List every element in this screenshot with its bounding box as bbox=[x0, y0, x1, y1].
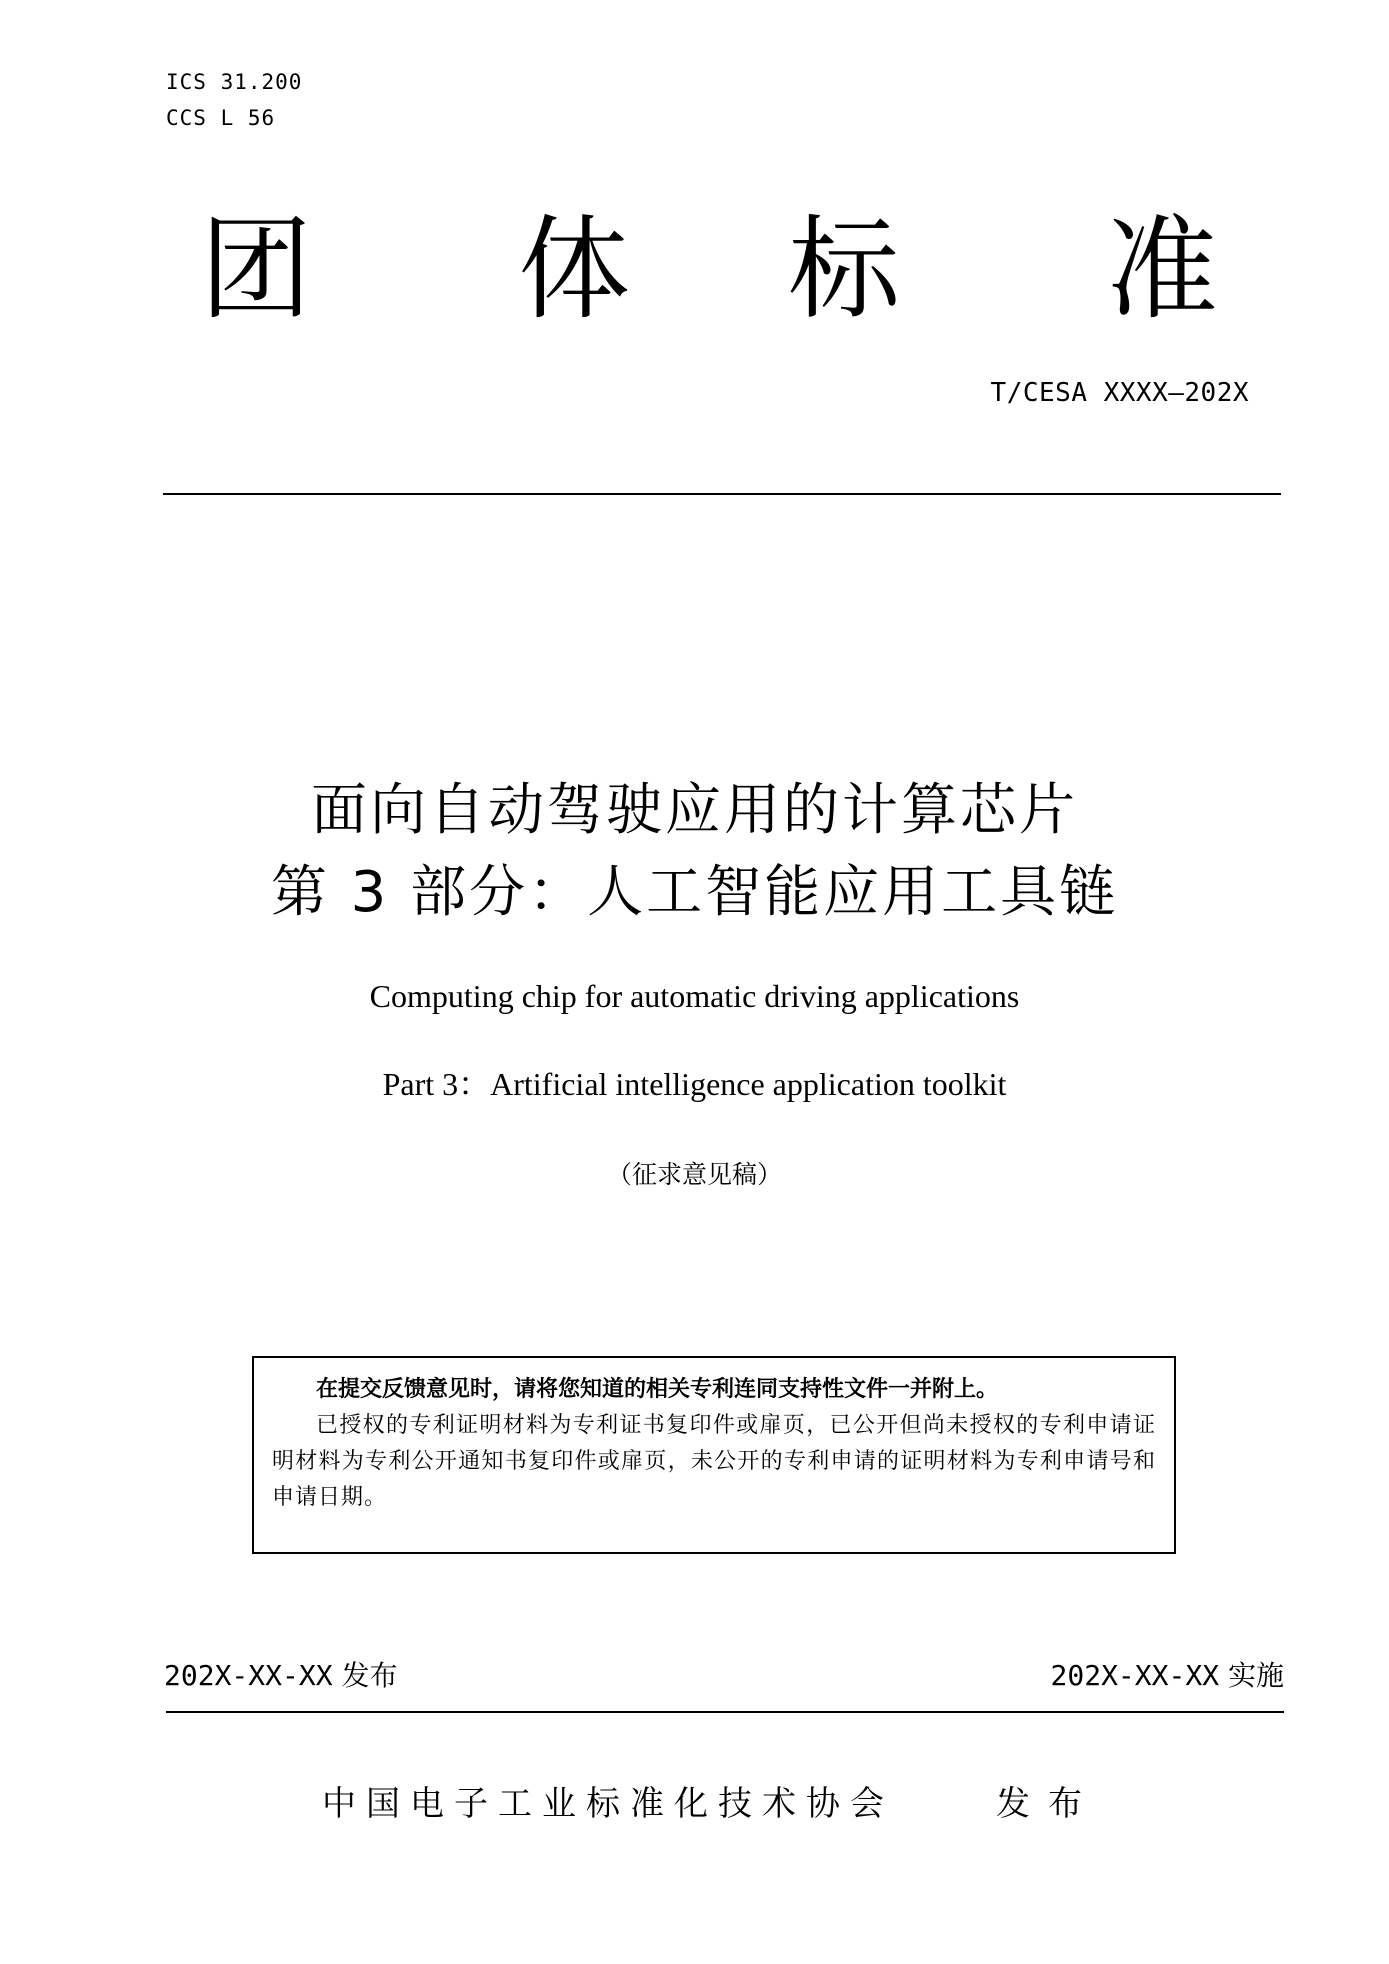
banner-char-4: 准 bbox=[1106, 205, 1218, 335]
patent-notice-heading: 在提交反馈意见时，请将您知道的相关专利连同支持性文件一并附上。 bbox=[316, 1377, 999, 1402]
top-divider bbox=[163, 493, 1281, 495]
publisher-action: 发布 bbox=[996, 1784, 1100, 1824]
publish-date-line bbox=[164, 1654, 398, 1694]
ccs-code: CCS L 56 bbox=[166, 106, 276, 130]
banner-char-2: 体 bbox=[518, 205, 630, 335]
implement-date-line bbox=[1051, 1654, 1285, 1694]
patent-notice-body: 已授权的专利证明材料为专利证书复印件或扉页，已公开但尚未授权的专利申请证明材料为专利公开通知书复印件或扉页，未公开的专利申请的证明材料为专利申请号和申请日期。 bbox=[272, 1413, 1156, 1510]
implement-label: 实施 bbox=[1227, 1659, 1284, 1692]
draft-status-note: （征求意见稿） bbox=[606, 1160, 782, 1189]
implement-date: 202X-XX-XX bbox=[1050, 1659, 1220, 1692]
publisher-name: 中国电子工业标准化技术协会 bbox=[322, 1784, 894, 1824]
publish-date: 202X-XX-XX bbox=[164, 1659, 333, 1692]
bottom-divider bbox=[166, 1711, 1284, 1713]
ics-code: ICS 31.200 bbox=[166, 70, 303, 94]
title-english-line-2: Part 3：Artificial intelligence application toolkit bbox=[382, 1066, 1007, 1102]
title-chinese-line-2: 第 3 部分：人工智能应用工具链 bbox=[270, 860, 1119, 925]
title-chinese-line-1: 面向自动驾驶应用的计算芯片 bbox=[311, 778, 1078, 843]
standard-number: T/CESA XXXX—202X bbox=[990, 378, 1249, 408]
title-english-line-1: Computing chip for automatic driving applications bbox=[369, 978, 1020, 1014]
publish-label: 发布 bbox=[341, 1659, 398, 1692]
patent-notice-box bbox=[252, 1356, 1176, 1554]
banner-char-3: 标 bbox=[788, 205, 900, 335]
banner-char-1: 团 bbox=[200, 205, 312, 335]
